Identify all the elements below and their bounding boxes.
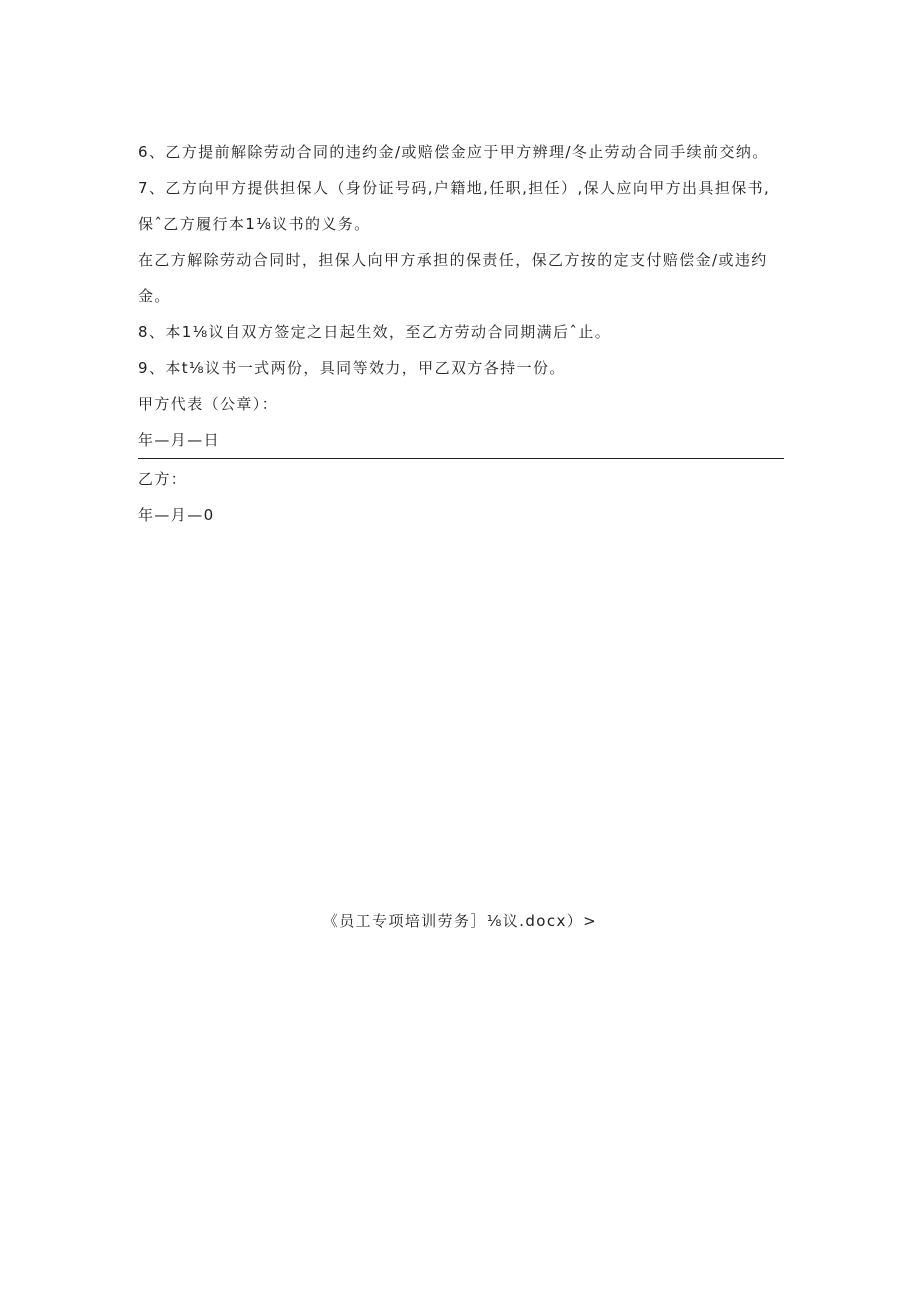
document-body	[138, 134, 784, 533]
clause-7: 7、乙方向甲方提供担保人（身份证号码,户籍地,任职,担任）,保人应向甲方出具担保书,	[138, 179, 771, 197]
footer-filename: 《员工专项培训劳务］⅛议.docx）>	[322, 912, 598, 930]
party-b-signature-label: 乙方：	[138, 470, 188, 488]
signature-divider	[138, 458, 784, 459]
clause-9: 9、本t⅛议书一式两份，具同等效力，甲乙双方各持一份。	[138, 359, 566, 377]
party-b-date: 年—月—0	[138, 506, 215, 524]
clause-6: 6、乙方提前解除劳动合同的违约金/或赔偿金应于甲方辨理/冬止劳动合同手续前交纳。	[138, 143, 769, 161]
party-a-signature-label: 甲方代表（公章）：	[138, 395, 279, 413]
clause-7-liability: 在乙方解除劳动合同时，担保人向甲方承担的保责任，保乙方按的定支付赔偿金/或违约金。	[138, 251, 768, 305]
clause-8: 8、本1⅛议自双方签定之日起生效，至乙方劳动合同期满后ˆ止。	[138, 323, 612, 341]
party-a-date: 年—月—日	[138, 431, 221, 449]
clause-7-guarantee: 保ˆ乙方履行本1⅛议书的义务。	[138, 215, 371, 233]
